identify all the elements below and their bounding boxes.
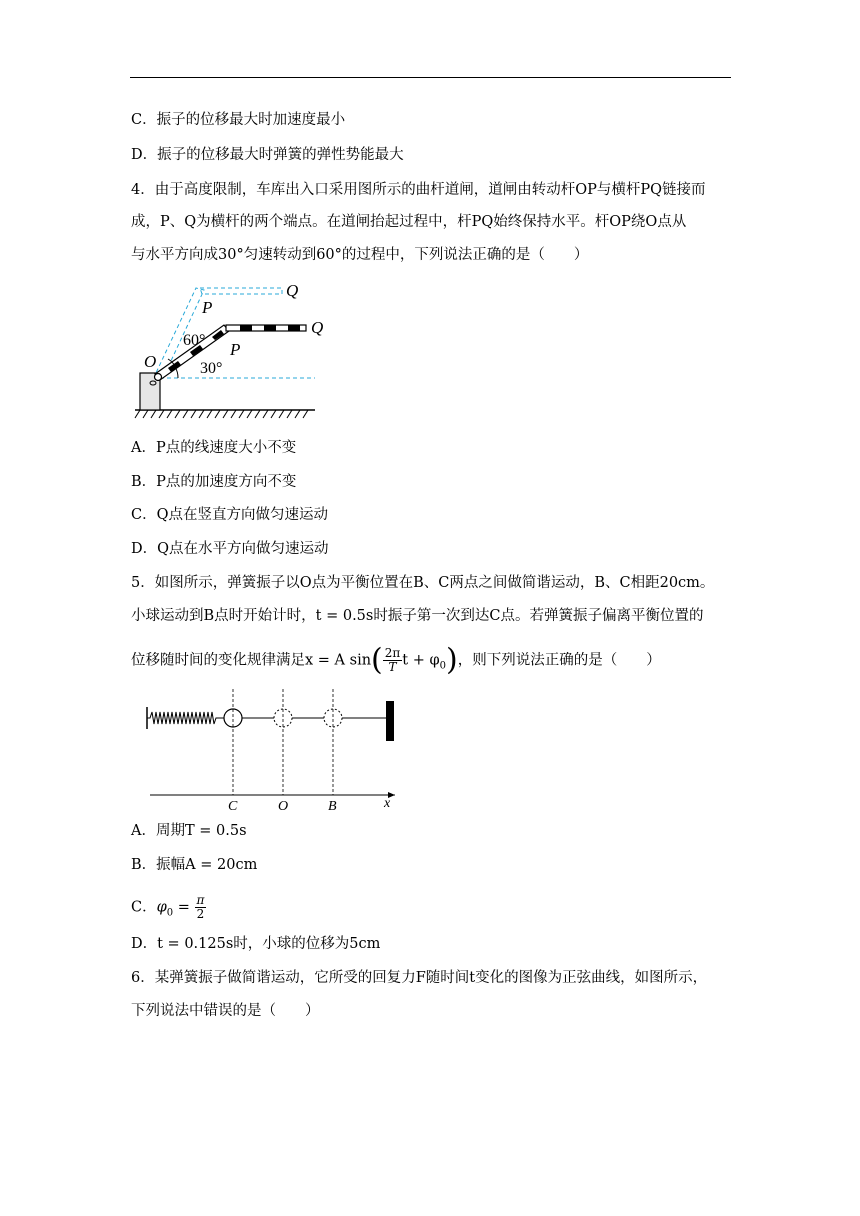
q5-spring-figure (140, 685, 410, 811)
q5-option-c-den: 2 (196, 907, 205, 921)
q5-option-c-phi: φ (156, 899, 167, 916)
q5-stem-line-1: 5．如图所示，弹簧振子以O点为平衡位置在B、C两点之间做简谐运动，B、C相距20cm。 (131, 575, 715, 591)
label-q-upper: Q (286, 281, 299, 300)
label-x: x (384, 796, 391, 811)
q4-gate-figure (130, 278, 330, 424)
label-b: B (328, 799, 337, 811)
label-p-upper: P (202, 298, 213, 317)
q5-line3-suffix: ，则下列说法正确的是（ ） (457, 652, 661, 669)
q5-option-c-fraction (195, 894, 207, 921)
label-c: C (228, 799, 238, 811)
q3-option-c: C．振子的位移最大时加速度最小 (131, 112, 346, 128)
label-q-lower: Q (311, 318, 324, 337)
q4-option-d: D．Q点在水平方向做匀速运动 (131, 541, 329, 557)
formula-numerator: 2π (384, 646, 401, 660)
formula-fraction (383, 647, 403, 674)
label-o: O (144, 352, 157, 371)
q6-stem-line-2: 下列说法中错误的是（ ） (131, 1003, 320, 1019)
q5-option-c (131, 894, 206, 923)
q5-option-c-num: π (196, 893, 205, 907)
spring (147, 712, 225, 724)
q5-option-b: B．振幅A = 20cm (131, 857, 258, 873)
q4-option-c: C．Q点在竖直方向做匀速运动 (131, 507, 328, 523)
pivot-o (155, 374, 162, 381)
q5-stem-line-2: 小球运动到B点时开始计时，t = 0.5s时振子第一次到达C点。若弹簧振子偏离平衡位置的 (131, 608, 704, 624)
q3-option-d: D．振子的位移最大时弹簧的弹性势能最大 (131, 147, 404, 163)
q5-option-c-sub: 0 (166, 907, 174, 919)
label-angle-60: 60° (183, 332, 206, 349)
q5-option-a: A．周期T = 0.5s (131, 823, 247, 839)
q5-line3-prefix: 位移随时间的变化规律满足x = A sin (131, 652, 372, 669)
position-lines (233, 689, 333, 795)
label-angle-30: 30° (200, 360, 223, 377)
rod-pq (226, 325, 306, 331)
formula-denominator: T (388, 660, 397, 674)
q4-stem-line-3: 与水平方向成30°匀速转动到60°的过程中，下列说法正确的是（ ） (131, 247, 589, 263)
formula-left-paren: ( (371, 642, 383, 678)
q6-stem-line-1: 6．某弹簧振子做简谐运动，它所受的回复力F随时间t变化的图像为正弦曲线，如图所示， (131, 970, 708, 986)
formula-right-paren: ) (446, 642, 458, 678)
label-p-lower: P (230, 340, 241, 359)
formula-tail: t + φ (402, 652, 440, 669)
q5-option-c-eq: = (173, 899, 195, 916)
label-o: O (278, 799, 289, 811)
q5-stem-line-3 (131, 642, 661, 678)
q4-option-b: B．P点的加速度方向不变 (131, 474, 297, 490)
q5-option-d: D．t = 0.125s时，小球的位移为5cm (131, 936, 381, 952)
right-block (386, 701, 394, 741)
formula-sub: 0 (439, 660, 447, 672)
ground-hatch (135, 410, 308, 418)
q5-option-c-prefix: C． (131, 899, 157, 916)
q4-stem-line-2: 成，P、Q为横杆的两个端点。在道闸抬起过程中，杆PQ始终保持水平。杆OP绕O点从 (131, 214, 687, 230)
q4-option-a: A．P点的线速度大小不变 (131, 440, 297, 456)
header-rule (130, 77, 731, 78)
q4-stem-line-1: 4．由于高度限制，车库出入口采用图所示的曲杆道闸，道闸由转动杆OP与横杆PQ链接而 (131, 182, 706, 198)
